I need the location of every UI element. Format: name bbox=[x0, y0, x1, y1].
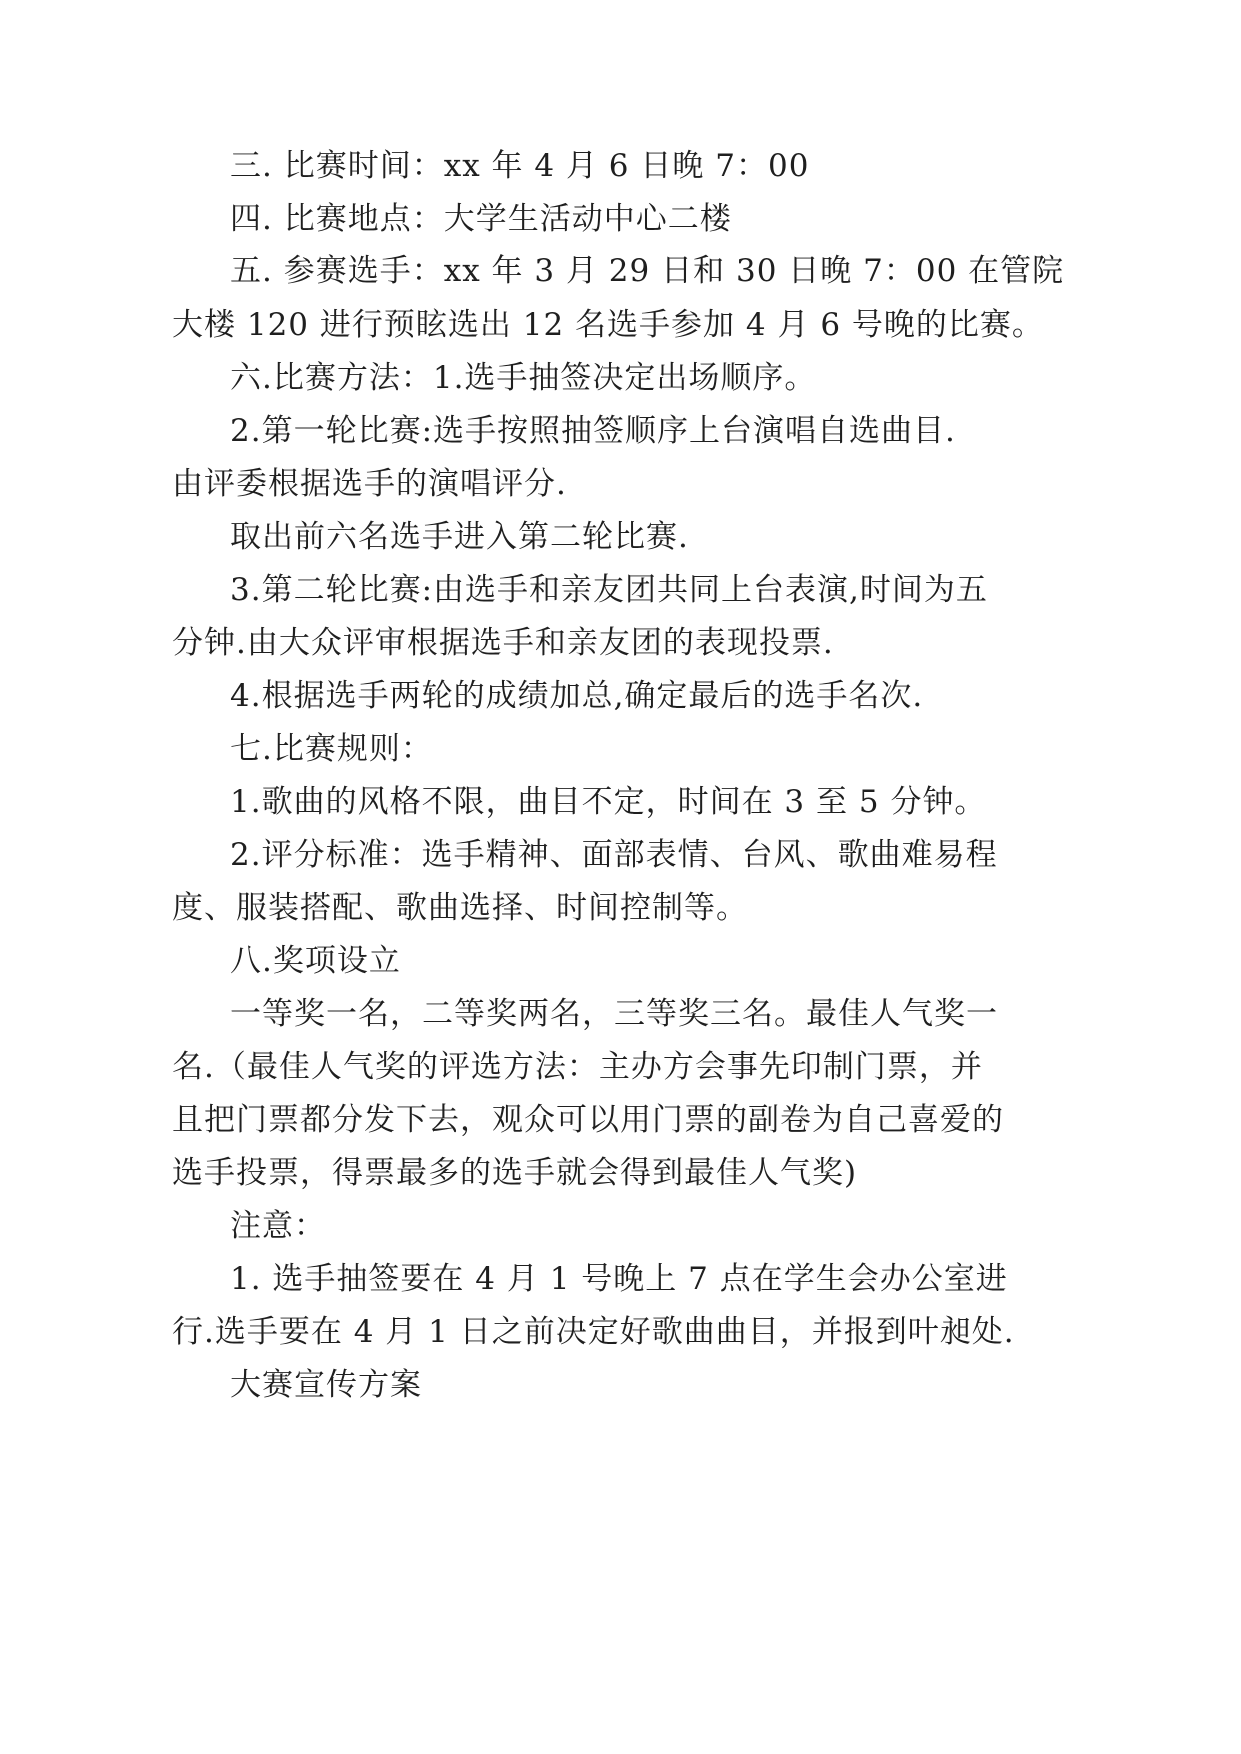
method-item-3: 3.第二轮比赛:由选手和亲友团共同上台表演,时间为五 bbox=[230, 572, 988, 608]
notes-heading: 注意： bbox=[230, 1208, 326, 1244]
section-4-competition-venue: 四. 比赛地点：大学生活动中心二楼 bbox=[230, 201, 732, 237]
section-6-method-heading: 六.比赛方法：1.选手抽签决定出场顺序。 bbox=[230, 360, 817, 396]
section-5-contestants: 五. 参赛选手：xx 年 3 月 29 日和 30 日晚 7：00 在管院 bbox=[230, 253, 1065, 289]
awards-paragraph-line-3: 且把门票都分发下去，观众可以用门票的副卷为自己喜爱的 bbox=[172, 1102, 1004, 1138]
section-5-contestants-cont: 大楼 120 进行预眩选出 12 名选手参加 4 月 6 号晚的比赛。 bbox=[172, 307, 1044, 343]
section-8-awards-heading: 八.奖项设立 bbox=[230, 943, 401, 979]
awards-paragraph-line-4: 选手投票，得票最多的选手就会得到最佳人气奖) bbox=[172, 1155, 858, 1191]
method-item-2-cont: 由评委根据选手的演唱评分. bbox=[172, 466, 567, 502]
rule-item-1: 1.歌曲的风格不限，曲目不定，时间在 3 至 5 分钟。 bbox=[230, 784, 987, 820]
method-item-3-cont: 分钟.由大众评审根据选手和亲友团的表现投票. bbox=[172, 625, 834, 661]
note-item-1: 1. 选手抽签要在 4 月 1 号晚上 7 点在学生会办公室进 bbox=[230, 1261, 1008, 1297]
rule-item-2-cont: 度、服装搭配、歌曲选择、时间控制等。 bbox=[172, 890, 748, 926]
note-item-1-cont: 行.选手要在 4 月 1 日之前决定好歌曲曲目，并报到叶昶处. bbox=[172, 1314, 1015, 1350]
awards-paragraph-line-2: 名.（最佳人气奖的评选方法：主办方会事先印制门票，并 bbox=[172, 1049, 983, 1085]
awards-paragraph-line-1: 一等奖一名，二等奖两名，三等奖三名。最佳人气奖一 bbox=[230, 996, 998, 1032]
method-item-2: 2.第一轮比赛:选手按照抽签顺序上台演唱自选曲目. bbox=[230, 413, 956, 449]
method-item-2-selection: 取出前六名选手进入第二轮比赛. bbox=[230, 519, 689, 555]
method-item-4: 4.根据选手两轮的成绩加总,确定最后的选手名次. bbox=[230, 678, 924, 714]
section-3-competition-time: 三. 比赛时间：xx 年 4 月 6 日晚 7：00 bbox=[230, 148, 810, 184]
promotion-plan-heading: 大赛宣传方案 bbox=[230, 1367, 422, 1403]
rule-item-2: 2.评分标准：选手精神、面部表情、台风、歌曲难易程 bbox=[230, 837, 998, 873]
section-7-rules-heading: 七.比赛规则： bbox=[230, 731, 433, 767]
